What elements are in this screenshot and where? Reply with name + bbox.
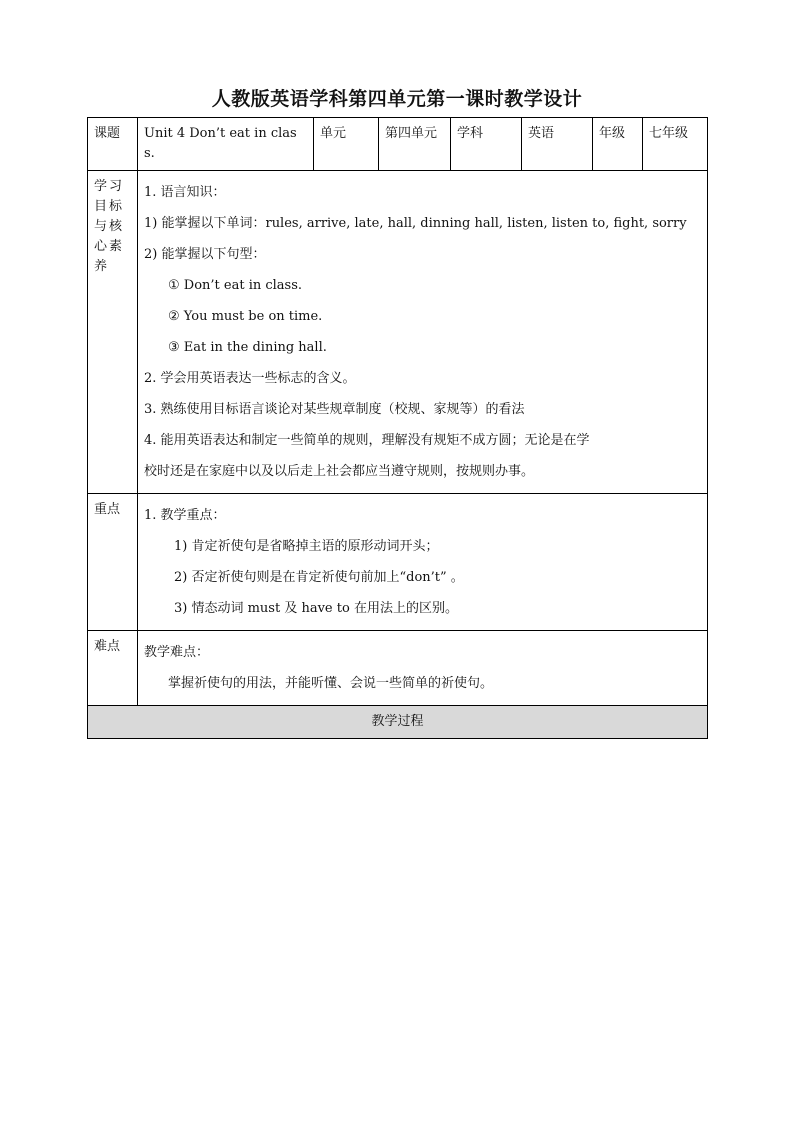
goal-line: ① Don’t eat in class.: [168, 278, 303, 293]
goal-line: 2. 学会用英语表达一些标志的含义。: [144, 371, 356, 386]
goals-row: [88, 171, 708, 494]
difficulties-content: [138, 631, 708, 706]
subject-label: 学科: [451, 118, 522, 171]
unit-label: 单元: [314, 118, 379, 171]
header-row: [88, 118, 708, 171]
difficulties-label: 难点: [88, 631, 138, 706]
goal-line: 2) 能掌握以下句型：: [144, 247, 266, 262]
difficulty-line: 掌握祈使句的用法，并能听懂、会说一些简单的祈使句。: [168, 676, 494, 691]
key-point-line: 3) 情态动词 must 及 have to 在用法上的区别。: [174, 601, 458, 616]
goal-line: ② You must be on time.: [168, 309, 323, 324]
key-points-content: [138, 494, 708, 631]
goal-line: 4. 能用英语表达和制定一些简单的规则，理解没有规矩不成方圆；无论是在学: [144, 433, 590, 448]
key-points-row: [88, 494, 708, 631]
goal-line: ③ Eat in the dining hall.: [168, 340, 327, 355]
grade-label: 年级: [593, 118, 643, 171]
difficulties-row: [88, 631, 708, 706]
process-header: 教学过程: [88, 706, 708, 739]
key-point-line: 1) 肯定祈使句是省略掉主语的原形动词开头；: [174, 539, 439, 554]
goal-line: 1. 语言知识：: [144, 185, 226, 200]
key-point-line: 2) 否定祈使句则是在肯定祈使句前加上“don’t” 。: [174, 570, 464, 585]
grade-value: 七年级: [643, 118, 708, 171]
difficulty-line: 教学难点：: [144, 645, 210, 660]
goal-line: 校时还是在家庭中以及以后走上社会都应当遵守规则，按规则办事。: [144, 464, 535, 479]
process-header-row: [88, 706, 708, 739]
unit-value: 第四单元: [379, 118, 451, 171]
key-point-line: 1. 教学重点：: [144, 508, 226, 523]
page-title: 人教版英语学科第四单元第一课时教学设计: [211, 88, 583, 110]
subject-value: 英语: [522, 118, 593, 171]
topic-label: 课题: [88, 118, 138, 171]
lesson-plan-table: [87, 117, 708, 739]
topic-value: Unit 4 Don’t eat in class.: [138, 118, 314, 171]
goals-content: [138, 171, 708, 494]
key-points-label: 重点: [88, 494, 138, 631]
goal-line: 3. 熟练使用目标语言谈论对某些规章制度（校规、家规等）的看法: [144, 402, 525, 417]
goal-line: 1) 能掌握以下单词：rules, arrive, late, hall, dinning hall, listen, listen to, fight, sorry: [144, 216, 687, 231]
goals-label: 学习目标与核心素养: [88, 171, 138, 494]
